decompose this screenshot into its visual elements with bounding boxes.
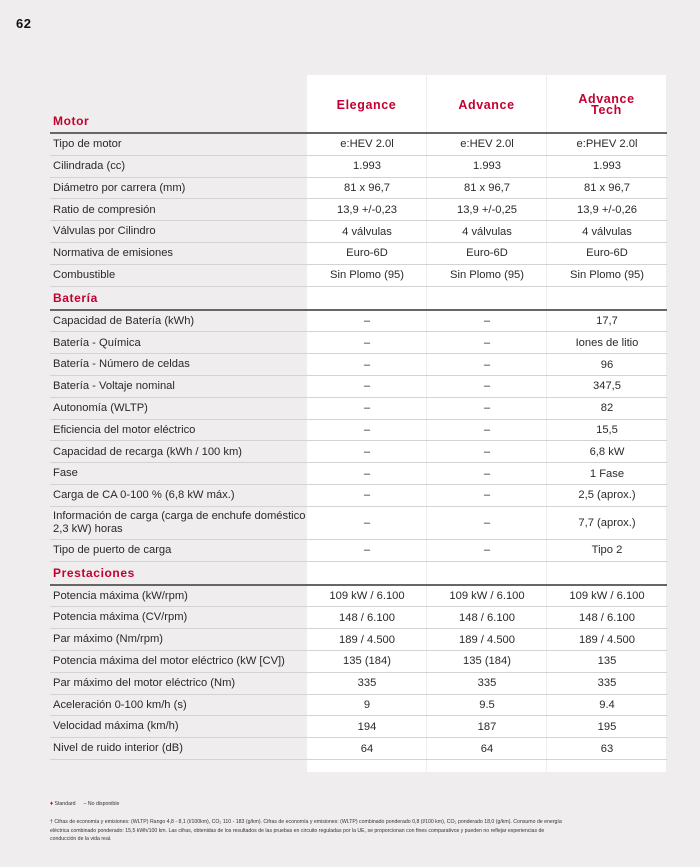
footnote-text: † Cifras de economía y emisiones: (WLTP) Rango 4,8 - 8,1 (l/100km), CO₂ 110 - 183 (g/km). Cifras de economía y emisiones: (WLTP) combinado ponderado 0,8 (l/100 km), CO₂ ponderado 18,0 (g/km). Consumo de energía eléctrica combinado ponderado: 15,5 kWh/100 km. Las cifras, obtenidas de los resultados de las pruebas en circuito reguladas por la UE, se proporcionan con fines comparativos y pueden no reflejar experiencias de conducción de la vida real. <box>50 819 562 842</box>
section-header <box>50 562 667 586</box>
row-label: Ratio de compresión <box>53 203 156 216</box>
cell-c1: – <box>363 489 371 502</box>
cell-c2: – <box>483 489 491 502</box>
page-number: 62 <box>16 16 32 31</box>
cell-c3: 4 válvulas <box>582 225 632 238</box>
cell-c1: 109 kW / 6.100 <box>329 589 405 602</box>
table-row <box>50 651 667 673</box>
row-label: Tipo de puerto de carga <box>53 543 172 556</box>
row-label: Velocidad máxima (km/h) <box>53 720 179 733</box>
cell-c2: – <box>483 544 491 557</box>
cell-c3: 17,7 <box>596 314 618 327</box>
table-row <box>50 243 667 265</box>
cell-c3: 195 <box>597 720 617 733</box>
cell-c3: 109 kW / 6.100 <box>569 589 645 602</box>
cell-c3: 335 <box>597 677 617 690</box>
row-label: Capacidad de Batería (kWh) <box>53 314 195 327</box>
table-row <box>50 441 667 463</box>
cell-c3: 81 x 96,7 <box>583 181 631 194</box>
legend-standard <box>50 800 76 808</box>
cell-c1: – <box>363 314 371 327</box>
cell-c1: – <box>363 380 371 393</box>
cell-c1: Sin Plomo (95) <box>330 269 404 282</box>
row-label: Batería - Química <box>53 336 141 349</box>
row-label: Nivel de ruido interior (dB) <box>53 742 183 755</box>
row-label: Combustible <box>53 268 116 281</box>
cell-c3: 1.993 <box>593 160 621 173</box>
section-header <box>50 110 667 134</box>
cell-c2: – <box>483 380 491 393</box>
cell-c3: 13,9 +/-0,26 <box>576 203 638 216</box>
row-label: Potencia máxima (CV/rpm) <box>53 611 188 624</box>
table-row <box>50 221 667 243</box>
cell-c3: 7,7 (aprox.) <box>578 516 636 529</box>
cell-c1: 135 (184) <box>343 655 391 668</box>
not-available-symbol: – <box>83 801 87 807</box>
table-row <box>50 398 667 420</box>
spec-table <box>50 110 667 760</box>
table-row <box>50 265 667 287</box>
table-row <box>50 738 667 760</box>
cell-c3: Tipo 2 <box>591 544 623 557</box>
cell-c3: 1 Fase <box>589 467 625 480</box>
legend <box>50 800 570 808</box>
cell-c1: – <box>363 516 371 529</box>
cell-c1: Euro-6D <box>346 247 388 260</box>
cell-c3: 6,8 kW <box>589 445 625 458</box>
cell-c2: 148 / 6.100 <box>459 611 515 624</box>
section-header <box>50 287 667 311</box>
table-row <box>50 156 667 178</box>
row-label: Válvulas por Cilindro <box>53 225 156 238</box>
table-row <box>50 376 667 398</box>
column-header-elegance: Elegance <box>336 97 397 112</box>
section-title: Batería <box>53 290 98 305</box>
row-label: Potencia máxima del motor eléctrico (kW [CV]) <box>53 655 285 668</box>
table-row <box>50 134 667 156</box>
cell-c2: e:HEV 2.0l <box>460 138 514 151</box>
section-title: Prestaciones <box>53 565 135 580</box>
legend-standard-label: Standard <box>54 801 76 807</box>
legend-not-available-label: No disponible <box>87 801 120 807</box>
row-label: Normativa de emisiones <box>53 247 174 260</box>
table-row <box>50 607 667 629</box>
row-label: Tipo de motor <box>53 138 122 151</box>
cell-c3: 189 / 4.500 <box>579 633 635 646</box>
cell-c3: e:PHEV 2.0l <box>576 138 638 151</box>
row-label: Diámetro por carrera (mm) <box>53 181 186 194</box>
table-row <box>50 332 667 354</box>
row-label: Par máximo (Nm/rpm) <box>53 633 164 646</box>
cell-c3: 347,5 <box>593 380 621 393</box>
table-row <box>50 540 667 562</box>
cell-c3: 148 / 6.100 <box>579 611 635 624</box>
table-row <box>50 695 667 717</box>
cell-c2: – <box>483 423 491 436</box>
section-title: Motor <box>53 114 90 128</box>
cell-c2: 81 x 96,7 <box>463 181 511 194</box>
cell-c3: 15,5 <box>596 423 618 436</box>
cell-c2: Euro-6D <box>466 247 508 260</box>
cell-c3: Iones de litio <box>575 336 639 349</box>
cell-c1: 4 válvulas <box>342 225 392 238</box>
table-row <box>50 507 667 540</box>
cell-c2: 135 (184) <box>463 655 511 668</box>
cell-c2: – <box>483 336 491 349</box>
row-label: Capacidad de recarga (kWh / 100 km) <box>53 445 243 458</box>
footnotes <box>50 800 570 843</box>
cell-c1: – <box>363 336 371 349</box>
legend-not-available <box>84 800 120 808</box>
cell-c2: – <box>483 445 491 458</box>
cell-c2: 1.993 <box>473 160 501 173</box>
table-row <box>50 463 667 485</box>
standard-symbol: ♦ <box>50 801 54 807</box>
cell-c2: 109 kW / 6.100 <box>449 589 525 602</box>
table-row <box>50 420 667 442</box>
cell-c3: 63 <box>600 742 614 755</box>
row-label: Autonomía (WLTP) <box>53 401 148 414</box>
cell-c2: 64 <box>480 742 494 755</box>
cell-c2: – <box>483 467 491 480</box>
cell-c3: 2,5 (aprox.) <box>578 489 636 502</box>
row-label: Eficiencia del motor eléctrico <box>53 423 196 436</box>
cell-c1: 189 / 4.500 <box>339 633 395 646</box>
cell-c1: 194 <box>357 720 377 733</box>
cell-c1: – <box>363 445 371 458</box>
row-label: Información de carga (carga de enchufe doméstico 2,3 kW) horas <box>53 510 306 535</box>
table-row <box>50 485 667 507</box>
row-label: Cilindrada (cc) <box>53 159 126 172</box>
cell-c1: – <box>363 544 371 557</box>
cell-c1: 335 <box>357 677 377 690</box>
cell-c1: – <box>363 423 371 436</box>
cell-c1: e:HEV 2.0l <box>340 138 394 151</box>
cell-c2: 4 válvulas <box>462 225 512 238</box>
table-row <box>50 629 667 651</box>
cell-c1: 148 / 6.100 <box>339 611 395 624</box>
cell-c2: – <box>483 402 491 415</box>
table-row <box>50 716 667 738</box>
cell-c1: 9 <box>363 698 371 711</box>
cell-c3: Sin Plomo (95) <box>570 269 644 282</box>
table-row <box>50 178 667 200</box>
table-row <box>50 199 667 221</box>
cell-c2: – <box>483 314 491 327</box>
row-label: Batería - Voltaje nominal <box>53 380 175 393</box>
cell-c2: 9.5 <box>479 698 495 711</box>
row-label: Fase <box>53 467 78 480</box>
table-row <box>50 354 667 376</box>
row-label: Carga de CA 0-100 % (6,8 kW máx.) <box>53 489 235 502</box>
row-label: Potencia máxima (kW/rpm) <box>53 589 188 602</box>
cell-c1: – <box>363 358 371 371</box>
cell-c3: 82 <box>600 402 614 415</box>
row-label: Aceleración 0-100 km/h (s) <box>53 698 187 711</box>
cell-c1: 1.993 <box>353 160 381 173</box>
cell-c3: Euro-6D <box>586 247 628 260</box>
cell-c2: 187 <box>477 720 497 733</box>
cell-c2: – <box>483 358 491 371</box>
cell-c1: – <box>363 402 371 415</box>
cell-c2: 335 <box>477 677 497 690</box>
column-header-advance: Advance <box>458 97 515 112</box>
cell-c2: – <box>483 516 491 529</box>
cell-c3: 9.4 <box>599 698 615 711</box>
cell-c3: 135 <box>597 655 617 668</box>
cell-c2: Sin Plomo (95) <box>450 269 524 282</box>
cell-c2: 13,9 +/-0,25 <box>456 203 518 216</box>
cell-c1: 13,9 +/-0,23 <box>336 203 398 216</box>
table-row <box>50 673 667 695</box>
table-row <box>50 586 667 608</box>
table-row <box>50 311 667 333</box>
cell-c2: 189 / 4.500 <box>459 633 515 646</box>
column-header-advance-tech: Advance Tech <box>578 92 635 117</box>
cell-c1: – <box>363 467 371 480</box>
cell-c1: 81 x 96,7 <box>343 181 391 194</box>
cell-c3: 96 <box>600 358 614 371</box>
row-label: Batería - Número de celdas <box>53 358 190 371</box>
cell-c1: 64 <box>360 742 374 755</box>
row-label: Par máximo del motor eléctrico (Nm) <box>53 676 236 689</box>
